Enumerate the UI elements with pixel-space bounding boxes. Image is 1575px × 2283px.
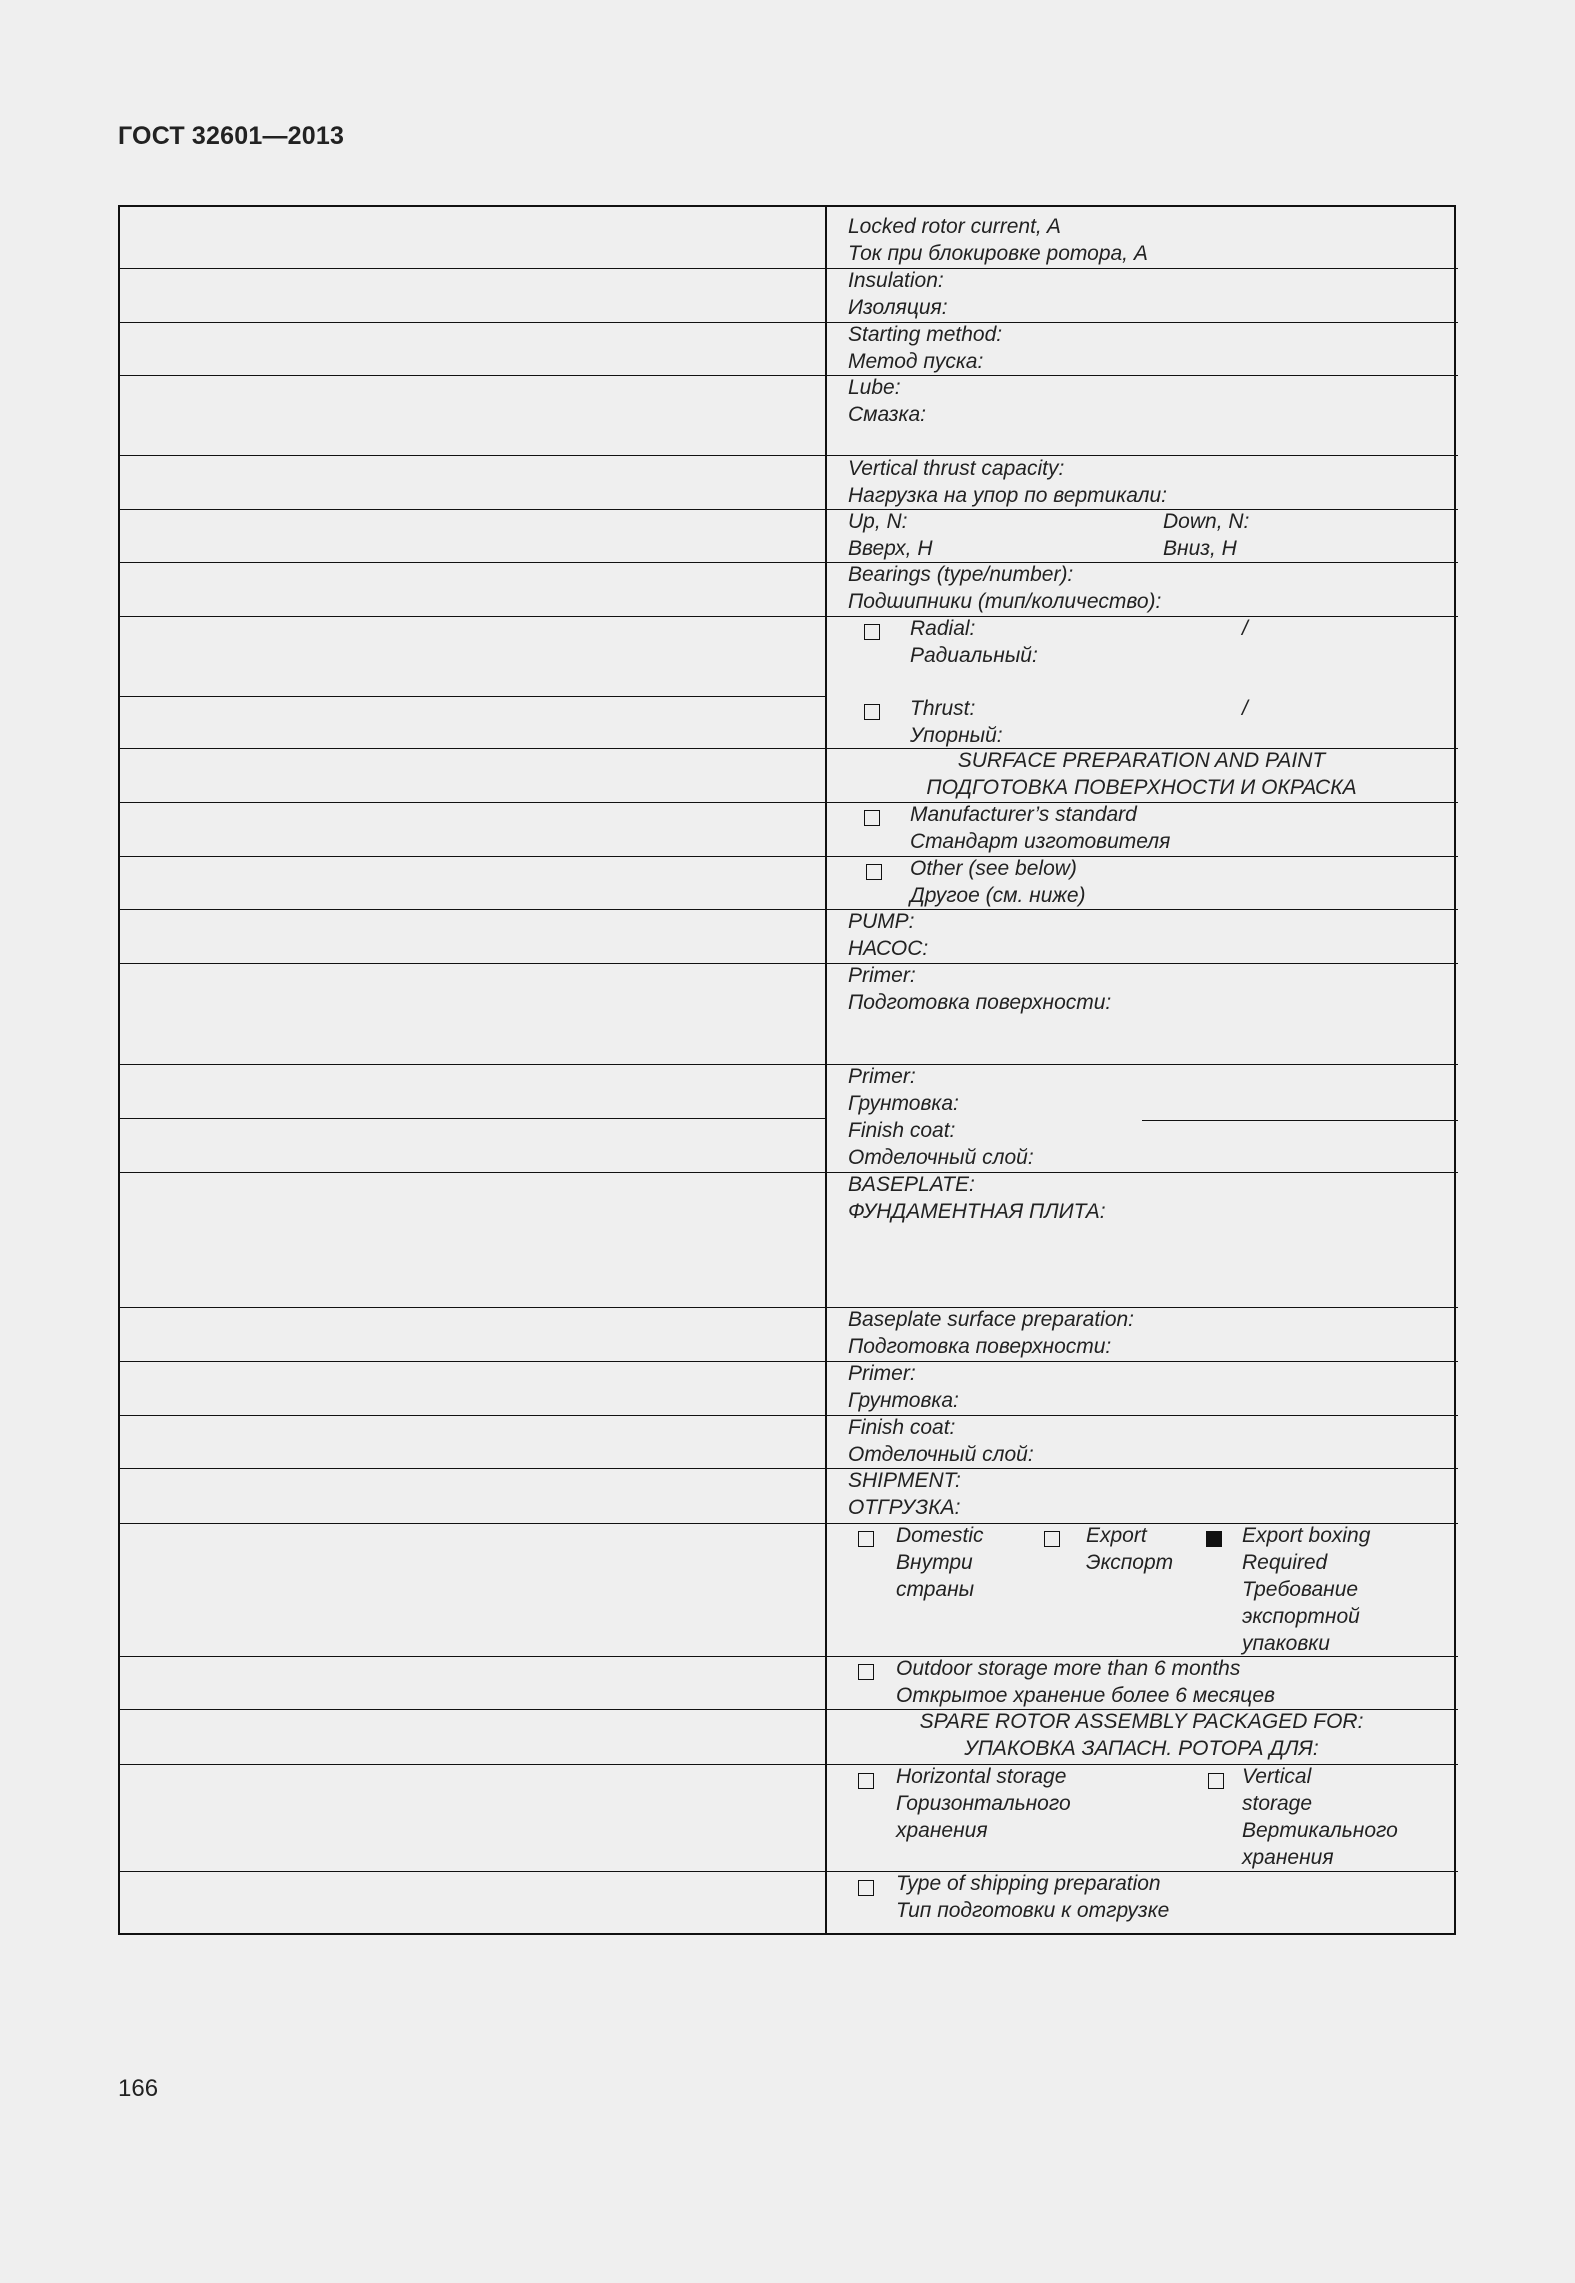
surface-prep-title: SURFACE PREPARATION AND PAINT ПОДГОТОВКА ПОВЕРХНОСТИ И ОКРАСКА bbox=[926, 749, 1357, 799]
page-number: 166 bbox=[118, 2075, 159, 2102]
shipping-prep-checkbox[interactable] bbox=[858, 1880, 874, 1896]
starting-method-field: Starting method: Метод пуска: bbox=[848, 323, 1003, 373]
lube-field: Lube: Смазка: bbox=[848, 376, 926, 426]
domestic-label: Domestic Внутри страны bbox=[896, 1524, 984, 1601]
baseplate-surface-field: Baseplate surface preparation: Подготовка поверхности: bbox=[848, 1308, 1135, 1358]
outdoor-storage-checkbox[interactable] bbox=[858, 1664, 874, 1680]
mfr-standard-label: Manufacturer’s standard Стандарт изготовителя bbox=[910, 803, 1171, 853]
finish-coat-field: Finish coat: Отделочный слой: bbox=[848, 1119, 1034, 1169]
row-divider bbox=[120, 696, 825, 697]
column-divider bbox=[825, 207, 827, 1933]
outdoor-storage-label: Outdoor storage more than 6 months Открытое хранение более 6 месяцев bbox=[896, 1657, 1275, 1707]
row-divider bbox=[120, 748, 825, 749]
row-divider bbox=[120, 1764, 825, 1765]
down-field: Down, N: Вниз, Н bbox=[1163, 510, 1250, 560]
primer-field: Primer: Грунтовка: bbox=[848, 1065, 959, 1115]
mfr-standard-checkbox[interactable] bbox=[864, 810, 880, 826]
row-divider bbox=[120, 1307, 825, 1308]
row-divider bbox=[120, 963, 825, 964]
row-divider bbox=[120, 509, 825, 510]
row-divider bbox=[1142, 1120, 1458, 1121]
row-divider bbox=[120, 1361, 825, 1362]
row-divider bbox=[120, 1656, 825, 1657]
row-divider bbox=[120, 1871, 825, 1872]
row-divider bbox=[120, 856, 825, 857]
row-divider bbox=[120, 1415, 825, 1416]
radial-slash: / bbox=[1242, 617, 1248, 640]
shipment-title: SHIPMENT: ОТГРУЗКА: bbox=[848, 1469, 961, 1519]
row-divider bbox=[120, 616, 825, 617]
locked-rotor-current: Locked rotor current, A Ток при блокировке ротора, А bbox=[848, 215, 1148, 265]
row-divider bbox=[120, 1064, 825, 1065]
primer2-field: Primer: Грунтовка: bbox=[848, 1362, 959, 1412]
radial-label: Radial: Радиальный: bbox=[910, 617, 1038, 667]
row-divider bbox=[120, 1468, 825, 1469]
radial-checkbox[interactable] bbox=[864, 624, 880, 640]
export-boxing-checkbox[interactable] bbox=[1206, 1531, 1222, 1547]
row-divider bbox=[120, 909, 825, 910]
export-boxing-label: Export boxing Required Требование экспортной упаковки bbox=[1242, 1524, 1371, 1655]
row-divider bbox=[120, 1523, 825, 1524]
row-divider bbox=[120, 375, 825, 376]
insulation-field: Insulation: Изоляция: bbox=[848, 269, 948, 319]
row-divider bbox=[120, 455, 825, 456]
row-divider bbox=[120, 1118, 825, 1119]
domestic-checkbox[interactable] bbox=[858, 1531, 874, 1547]
thrust-label: Thrust: Упорный: bbox=[910, 697, 1003, 747]
export-label: Export Экспорт bbox=[1086, 1524, 1174, 1574]
row-divider bbox=[120, 322, 825, 323]
other-below-checkbox[interactable] bbox=[866, 864, 882, 880]
vertical-thrust-field: Vertical thrust capacity: Нагрузка на упор по вертикали: bbox=[848, 457, 1168, 507]
row-divider bbox=[120, 1172, 825, 1173]
row-divider bbox=[120, 1709, 825, 1710]
up-field: Up, N: Вверх, Н bbox=[848, 510, 933, 560]
spare-rotor-title: SPARE ROTOR ASSEMBLY PACKAGED FOR: УПАКОВКА ЗАПАСН. РОТОРА ДЛЯ: bbox=[919, 1710, 1364, 1760]
horizontal-storage-label: Horizontal storage Горизонтального хранения bbox=[896, 1765, 1071, 1842]
bearings-field: Bearings (type/number): Подшипники (тип/количество): bbox=[848, 563, 1162, 613]
thrust-checkbox[interactable] bbox=[864, 704, 880, 720]
shipping-prep-label: Type of shipping preparation Тип подготовки к отгрузке bbox=[896, 1872, 1170, 1922]
row-divider bbox=[120, 802, 825, 803]
other-below-label: Other (see below) Другое (см. ниже) bbox=[910, 857, 1086, 907]
vertical-storage-checkbox[interactable] bbox=[1208, 1773, 1224, 1789]
thrust-slash: / bbox=[1242, 697, 1248, 720]
data-sheet-form bbox=[118, 205, 1456, 1935]
primer-prep-field: Primer: Подготовка поверхности: bbox=[848, 964, 1112, 1014]
finish-coat2-field: Finish coat: Отделочный слой: bbox=[848, 1416, 1034, 1466]
row-divider bbox=[120, 562, 825, 563]
horizontal-storage-checkbox[interactable] bbox=[858, 1773, 874, 1789]
document-header: ГОСТ 32601—2013 bbox=[118, 122, 345, 150]
vertical-storage-label: Vertical storage Вертикального хранения bbox=[1242, 1765, 1398, 1869]
row-divider bbox=[120, 268, 825, 269]
pump-title: PUMP: НАСОС: bbox=[848, 910, 929, 960]
export-checkbox[interactable] bbox=[1044, 1531, 1060, 1547]
baseplate-title: BASEPLATE: ФУНДАМЕНТНАЯ ПЛИТА: bbox=[848, 1173, 1106, 1223]
